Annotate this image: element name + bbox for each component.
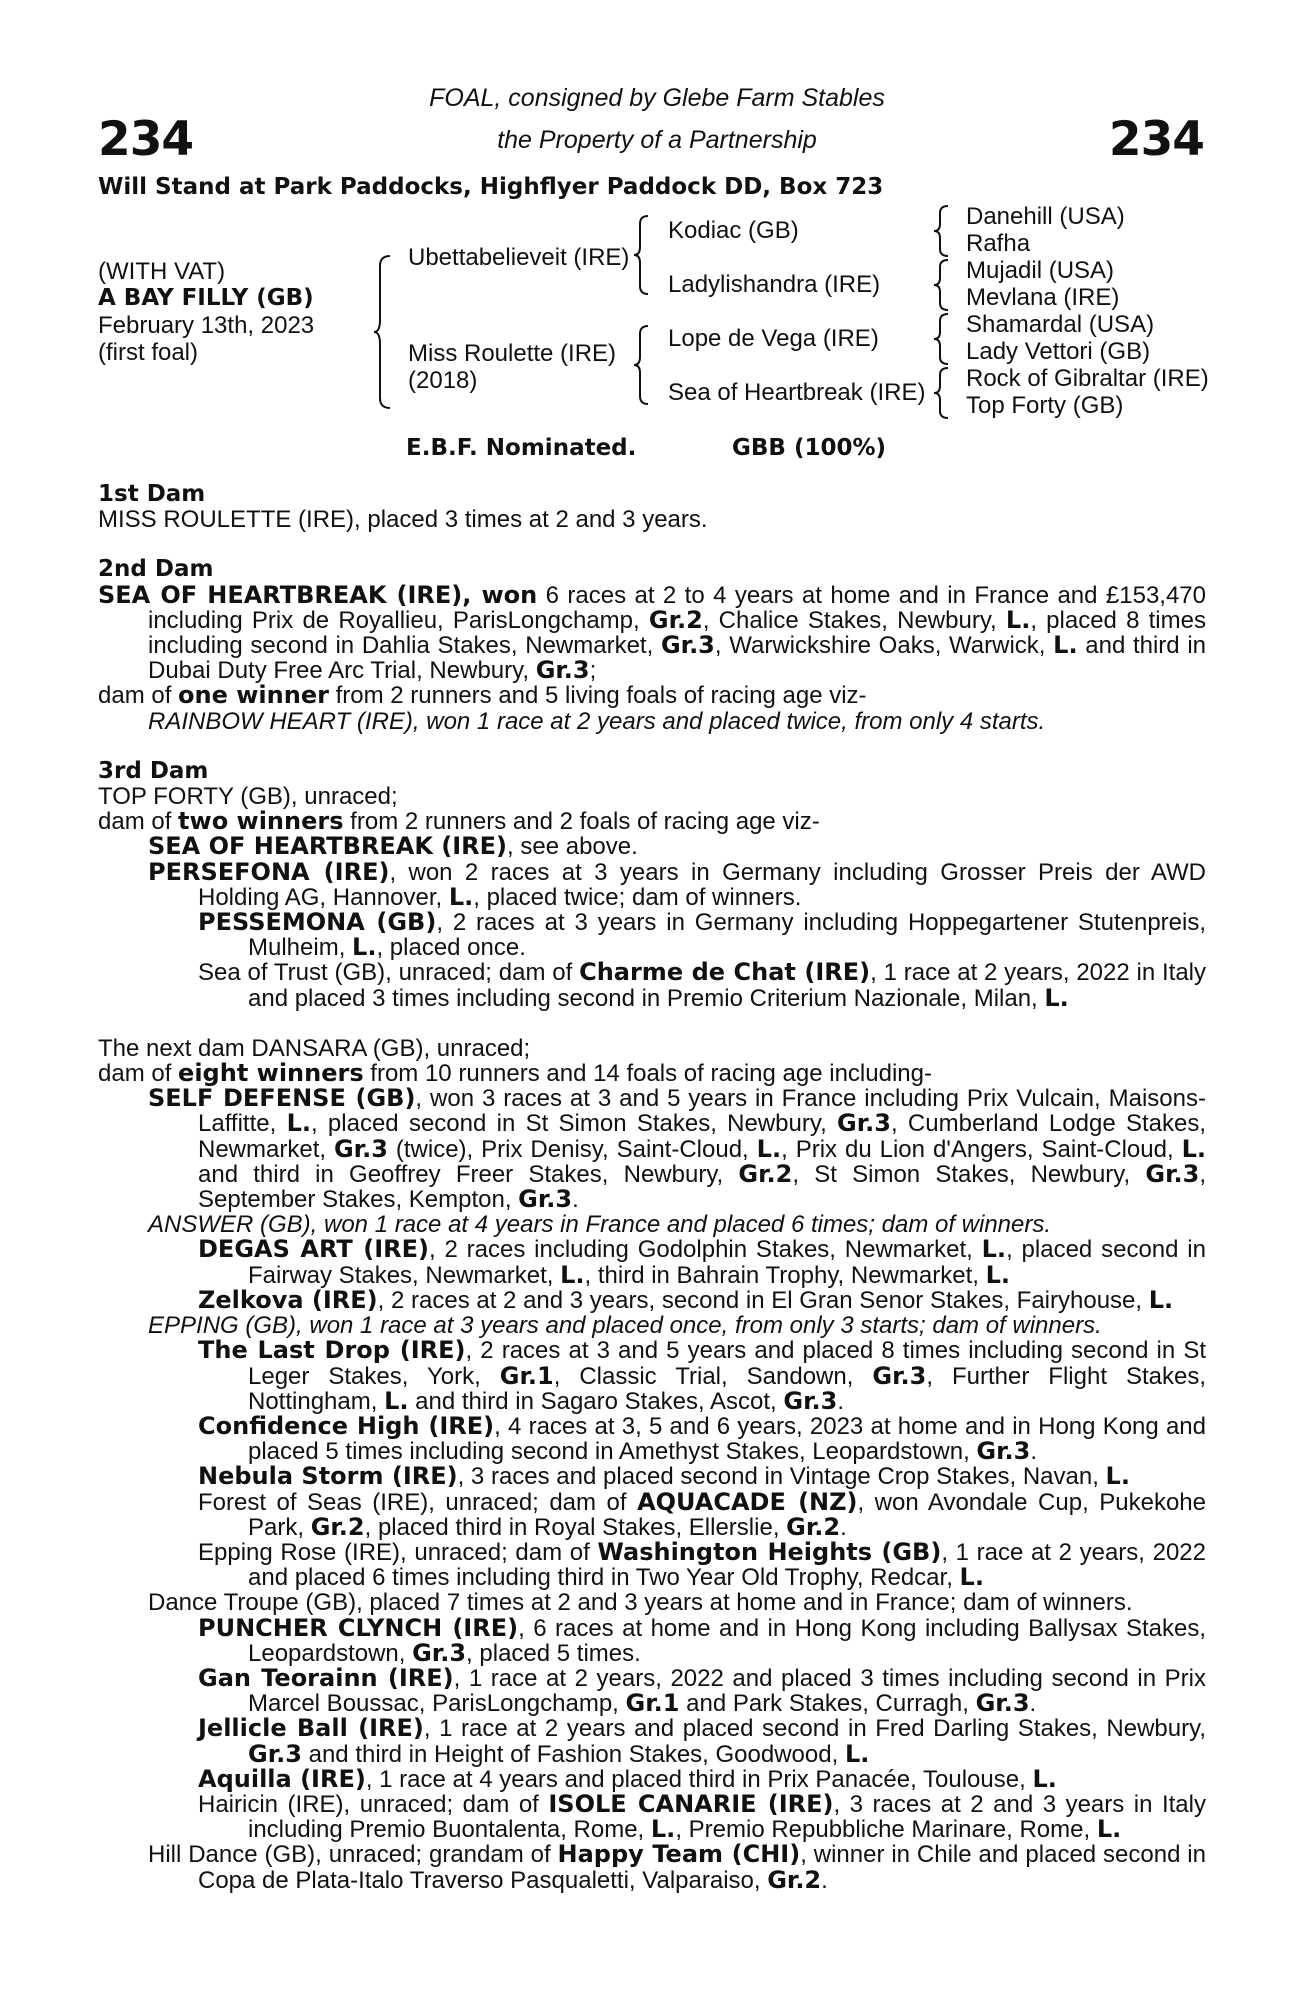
third-dam-produce: dam of two winners from 2 runners and 2 foals of racing age viz- bbox=[98, 807, 820, 836]
owner-line: the Property of a Partnership bbox=[497, 126, 817, 154]
pedigree-bracket-ds bbox=[934, 312, 950, 366]
next-dam-foal-5: Hill Dance (GB), unraced; grandam of Happy Team (CHI), winner in Chile and placed second in Copa de Plata-Italo Traverso Pasqualetti, Valparaiso, Gr.2. bbox=[148, 1840, 1206, 1894]
pedigree-bracket-dd bbox=[934, 366, 950, 420]
pedigree-bracket-sire bbox=[634, 214, 650, 296]
pedigree-sire-dam: Ladylishandra (IRE) bbox=[668, 271, 881, 298]
pedigree-bracket-dam bbox=[634, 324, 650, 406]
third-dam-grandfoal-2: Sea of Trust (GB), unraced; dam of Charme de Chat (IRE), 1 race at 2 years, 2022 in Italy and placed 3 times including second in Premio Criterium Nazionale, Milan, L. bbox=[198, 958, 1207, 1012]
pedigree-sire: Ubettabelieveit (IRE) bbox=[408, 244, 630, 271]
next-dam-grandfoal-9: Gan Teorainn (IRE), 1 race at 2 years, 2022 and placed 3 times including second in Prix Marcel Boussac, ParisLongchamp, Gr.1 and Park Stakes, Curragh, Gr.3. bbox=[198, 1663, 1206, 1718]
pedigree-ddd: Top Forty (GB) bbox=[966, 392, 1124, 419]
next-dam-grandfoal-12: Hairicin (IRE), unraced; dam of ISOLE CANARIE (IRE), 3 races at 2 and 3 years in Italy including Premio Buontalenta, Rome, L., Premio Repubbliche Marinare, Rome, L. bbox=[198, 1789, 1206, 1844]
lot-number-right: 234 bbox=[1108, 112, 1204, 167]
pedigree-ssd: Rafha bbox=[966, 230, 1031, 257]
next-dam-foal-4: Dance Troupe (GB), placed 7 times at 2 and 3 years at home and in France; dam of winners. bbox=[148, 1589, 1133, 1617]
next-dam-grandfoal-2: Zelkova (IRE), 2 races at 2 and 3 years, second in El Gran Senor Stakes, Fairyhouse, L. bbox=[198, 1285, 1174, 1314]
first-dam-heading: 1st Dam bbox=[98, 481, 206, 507]
pedigree-dss: Shamardal (USA) bbox=[966, 311, 1155, 338]
next-dam-foal-1: SELF DEFENSE (GB), won 3 races at 3 and 5 years in France including Prix Vulcain, Maisons-Laffitte, L., placed second in St Simon Stakes, Newbury, Gr.3, Cumberland Lodge Stakes, Newmarket, Gr.3 (twice), Prix Denisy, Saint-Cloud, L., Prix du Lion d'Angers, Saint-Cloud, L. and third in Geoffrey Freer Stakes, Newbury, Gr.2, St Simon Stakes, Newbury, Gr.3, September Stakes, Kempton, Gr.3. bbox=[148, 1084, 1206, 1214]
produce-record bbox=[98, 482, 1206, 1893]
ebf-badge: E.B.F. Nominated. bbox=[406, 435, 637, 461]
pedigree-dds: Rock of Gibraltar (IRE) bbox=[966, 365, 1209, 392]
first-dam-text: MISS ROULETTE (IRE), placed 3 times at 2 and 3 years. bbox=[98, 506, 708, 534]
pedigree-dam: Miss Roulette (IRE) bbox=[408, 340, 617, 367]
pedigree-dam-year: (2018) bbox=[408, 367, 478, 394]
pedigree-sss: Danehill (USA) bbox=[966, 203, 1125, 230]
next-dam-grandfoal-11: Aquilla (IRE), 1 race at 4 years and placed third in Prix Panacée, Toulouse, L. bbox=[198, 1764, 1057, 1793]
pedigree-dsd: Lady Vettori (GB) bbox=[966, 338, 1151, 365]
next-dam-grandfoal-3: The Last Drop (IRE), 2 races at 3 and 5 years and placed 8 times including second in St Leger Stakes, York, Gr.1, Classic Trial, Sandown, Gr.3, Further Flight Stakes, Nottingham, L. and third in Sagaro Stakes, Ascot, Gr.3. bbox=[198, 1336, 1206, 1415]
pedigree-bracket-sd bbox=[934, 258, 950, 312]
next-dam-foal-3: EPPING (GB), won 1 race at 3 years and placed once, from only 3 starts; dam of winners. bbox=[148, 1312, 1102, 1340]
next-dam-grandfoal-5: Nebula Storm (IRE), 3 races and placed second in Vintage Crop Stakes, Navan, L. bbox=[198, 1462, 1130, 1491]
foal-note: (first foal) bbox=[98, 339, 199, 366]
next-dam-grandfoal-4: Confidence High (IRE), 4 races at 3, 5 and 6 years, 2023 at home and in Hong Kong and placed 5 times including second in Amethyst Stakes, Leopardstown, Gr.3. bbox=[198, 1411, 1206, 1466]
lot-number-left: 234 bbox=[98, 112, 194, 167]
next-dam-grandfoal-6: Forest of Seas (IRE), unraced; dam of AQUACADE (NZ), won Avondale Cup, Pukekohe Park, Gr.2, placed third in Royal Stakes, Ellerslie, Gr.2. bbox=[198, 1487, 1206, 1541]
pedigree-sds: Mujadil (USA) bbox=[966, 257, 1115, 284]
second-dam-record: SEA OF HEARTBREAK (IRE), won 6 races at 2 to 4 years at home and in France and £153,470 including Prix de Royallieu, ParisLongchamp, Gr.2, Chalice Stakes, Newbury, L., placed 8 times including second in Dahlia Stakes, Newmarket, Gr.3, Warwickshire Oaks, Warwick, L. and third in Dubai Duty Free Arc Trial, Newbury, Gr.3; bbox=[98, 580, 1207, 685]
next-dam-grandfoal-10: Jellicle Ball (IRE), 1 race at 2 years and placed second in Fred Darling Stakes, Newbury, Gr.3 and third in Height of Fashion Stakes, Goodwood, L. bbox=[198, 1714, 1206, 1768]
pedigree-bracket-ss bbox=[934, 204, 950, 258]
next-dam-grandfoal-7: Epping Rose (IRE), unraced; dam of Washington Heights (GB), 1 race at 2 years, 2022 and placed 6 times including third in Two Year Old Trophy, Redcar, L. bbox=[198, 1537, 1207, 1592]
third-dam-foal-1: SEA OF HEARTBREAK (IRE), see above. bbox=[148, 832, 638, 861]
pedigree-sdd: Mevlana (IRE) bbox=[966, 284, 1120, 311]
next-dam-grandfoal-8: PUNCHER CLYNCH (IRE), 6 races at home and in Hong Kong including Ballysax Stakes, Leopardstown, Gr.3, placed 5 times. bbox=[198, 1613, 1206, 1667]
stand-location: Will Stand at Park Paddocks, Highflyer Paddock DD, Box 723 bbox=[98, 174, 884, 200]
next-dam-foal-2: ANSWER (GB), won 1 race at 4 years in France and placed 6 times; dam of winners. bbox=[148, 1211, 1052, 1239]
vat-note: (WITH VAT) bbox=[98, 258, 226, 285]
second-dam-foal: RAINBOW HEART (IRE), won 1 race at 2 years and placed twice, from only 4 starts. bbox=[148, 707, 1046, 735]
next-dam-text: The next dam DANSARA (GB), unraced; bbox=[98, 1034, 531, 1062]
third-dam-grandfoal-1: PESSEMONA (GB), 2 races at 3 years in Germany including Hoppegartener Stutenpreis, Mulheim, L., placed once. bbox=[198, 908, 1207, 962]
second-dam-heading: 2nd Dam bbox=[98, 556, 214, 583]
third-dam-heading: 3rd Dam bbox=[98, 757, 209, 784]
foaling-date: February 13th, 2023 bbox=[98, 312, 315, 339]
lot-horse-name: A BAY FILLY (GB) bbox=[98, 285, 314, 311]
pedigree-dam-sire: Lope de Vega (IRE) bbox=[668, 325, 879, 352]
consignor-line: FOAL, consigned by Glebe Farm Stables bbox=[429, 84, 885, 112]
next-dam-grandfoal-1: DEGAS ART (IRE), 2 races including Godolphin Stakes, Newmarket, L., placed second in Fairway Stakes, Newmarket, L., third in Bahrain Trophy, Newmarket, L. bbox=[198, 1235, 1206, 1289]
third-dam-foal-2: PERSEFONA (IRE), won 2 races at 3 years in Germany including Grosser Preis der AWD Holding AG, Hannover, L., placed twice; dam of winners. bbox=[148, 857, 1206, 911]
second-dam-produce: dam of one winner from 2 runners and 5 living foals of racing age viz- bbox=[98, 681, 867, 710]
third-dam-text: TOP FORTY (GB), unraced; bbox=[98, 783, 398, 811]
pedigree-dam-dam: Sea of Heartbreak (IRE) bbox=[668, 379, 926, 406]
pedigree-sire-sire: Kodiac (GB) bbox=[668, 217, 799, 244]
gbb-badge: GBB (100%) bbox=[732, 435, 887, 461]
next-dam-produce: dam of eight winners from 10 runners and 14 foals of racing age including- bbox=[98, 1059, 932, 1088]
pedigree-bracket-main bbox=[374, 254, 394, 410]
